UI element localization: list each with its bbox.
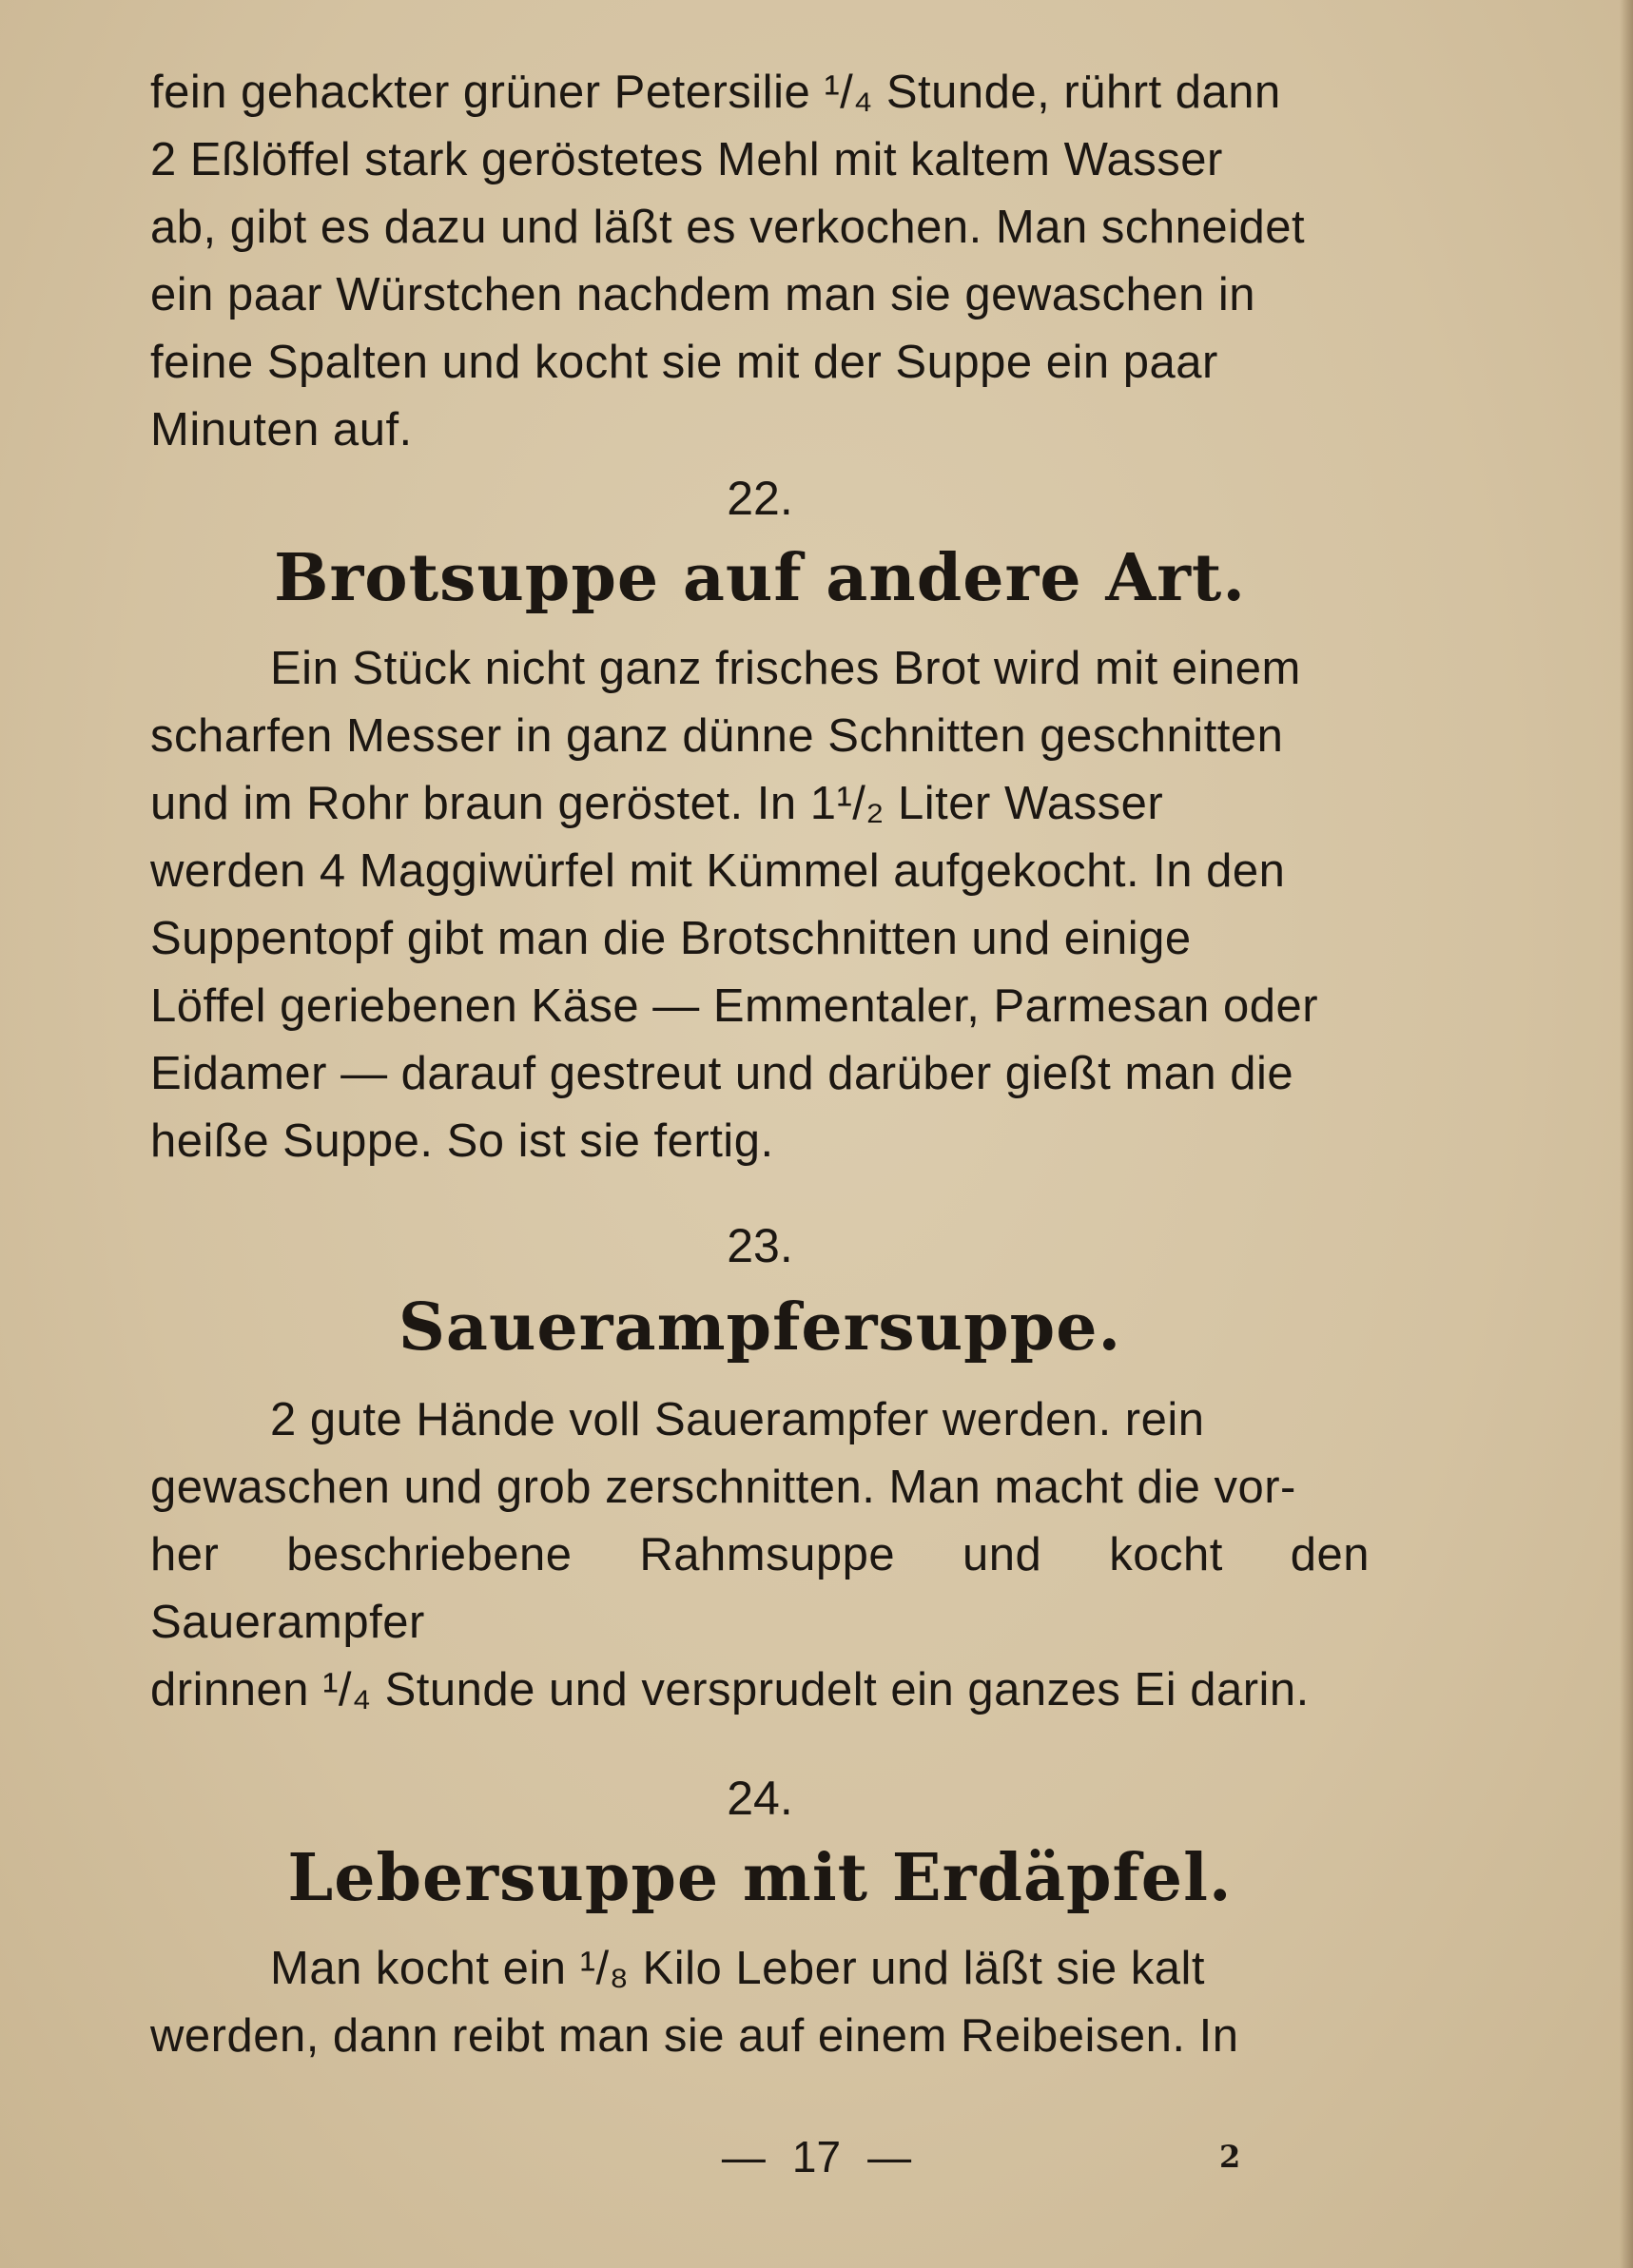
page-edge-shadow <box>1620 0 1633 2268</box>
recipe-title: Sauerampfersuppe. <box>398 1289 1122 1366</box>
text-line: 2 gute Hände voll Sauerampfer werden. rein <box>270 1394 1205 1445</box>
recipe-number: 23. <box>727 1219 793 1272</box>
recipe-title: Brotsuppe auf andere Art. <box>274 540 1246 616</box>
recipe-24 <box>150 1770 1370 2070</box>
text-line: Eidamer — darauf gestreut und darüber gießt man die <box>150 1048 1294 1099</box>
text-line: her beschriebene Rahmsuppe und kocht den Sauerampfer <box>150 1529 1370 1648</box>
text-line: ab, gibt es dazu und läßt es verkochen. Man schneidet <box>150 202 1306 253</box>
footer-dash: — <box>721 2132 766 2181</box>
page-footer <box>0 2128 1633 2185</box>
text-line: gewaschen und grob zerschnitten. Man macht die vor- <box>150 1462 1296 1513</box>
recipe-23 <box>150 1217 1370 1724</box>
text-line: Man kocht ein ¹/₈ Kilo Leber und läßt sie kalt <box>270 1943 1205 1994</box>
recipe-body <box>150 1935 1370 2070</box>
text-line: Minuten auf. <box>150 404 413 456</box>
text-line: Suppentopf gibt man die Brotschnitten und einige <box>150 913 1192 964</box>
recipe-number: 22. <box>727 472 793 525</box>
recipe-body <box>150 1386 1370 1724</box>
book-page <box>150 59 1370 2070</box>
text-line: heiße Suppe. So ist sie fertig. <box>150 1115 774 1167</box>
recipe-number: 24. <box>727 1772 793 1825</box>
recipe-body <box>150 635 1370 1175</box>
recipe-22 <box>150 470 1370 1175</box>
text-line: 2 Eßlöffel stark geröstetes Mehl mit kaltem Wasser <box>150 134 1223 185</box>
intro-paragraph <box>150 59 1370 464</box>
text-line: feine Spalten und kocht sie mit der Suppe ein paar <box>150 337 1218 388</box>
recipe-title: Lebersuppe mit Erdäpfel. <box>287 1840 1233 1916</box>
text-line: Ein Stück nicht ganz frisches Brot wird mit einem <box>270 643 1301 694</box>
text-line: scharfen Messer in ganz dünne Schnitten geschnitten <box>150 710 1284 762</box>
text-line: fein gehackter grüner Petersilie ¹/₄ Stunde, rührt dann <box>150 67 1281 118</box>
page-number: 17 <box>791 2132 842 2181</box>
text-line: Löffel geriebenen Käse — Emmentaler, Parmesan oder <box>150 980 1319 1032</box>
text-line: ein paar Würstchen nachdem man sie gewaschen in <box>150 269 1256 320</box>
text-line: werden 4 Maggiwürfel mit Kümmel aufgekocht. In den <box>150 845 1286 897</box>
text-line: werden, dann reibt man sie auf einem Reibeisen. In <box>150 2010 1239 2062</box>
footer-dash: — <box>867 2132 912 2181</box>
text-line: drinnen ¹/₄ Stunde und versprudelt ein ganzes Ei darin. <box>150 1664 1310 1716</box>
signature-mark: 2 <box>1219 2139 1241 2175</box>
text-line: und im Rohr braun geröstet. In 1¹/₂ Liter Wasser <box>150 778 1164 829</box>
